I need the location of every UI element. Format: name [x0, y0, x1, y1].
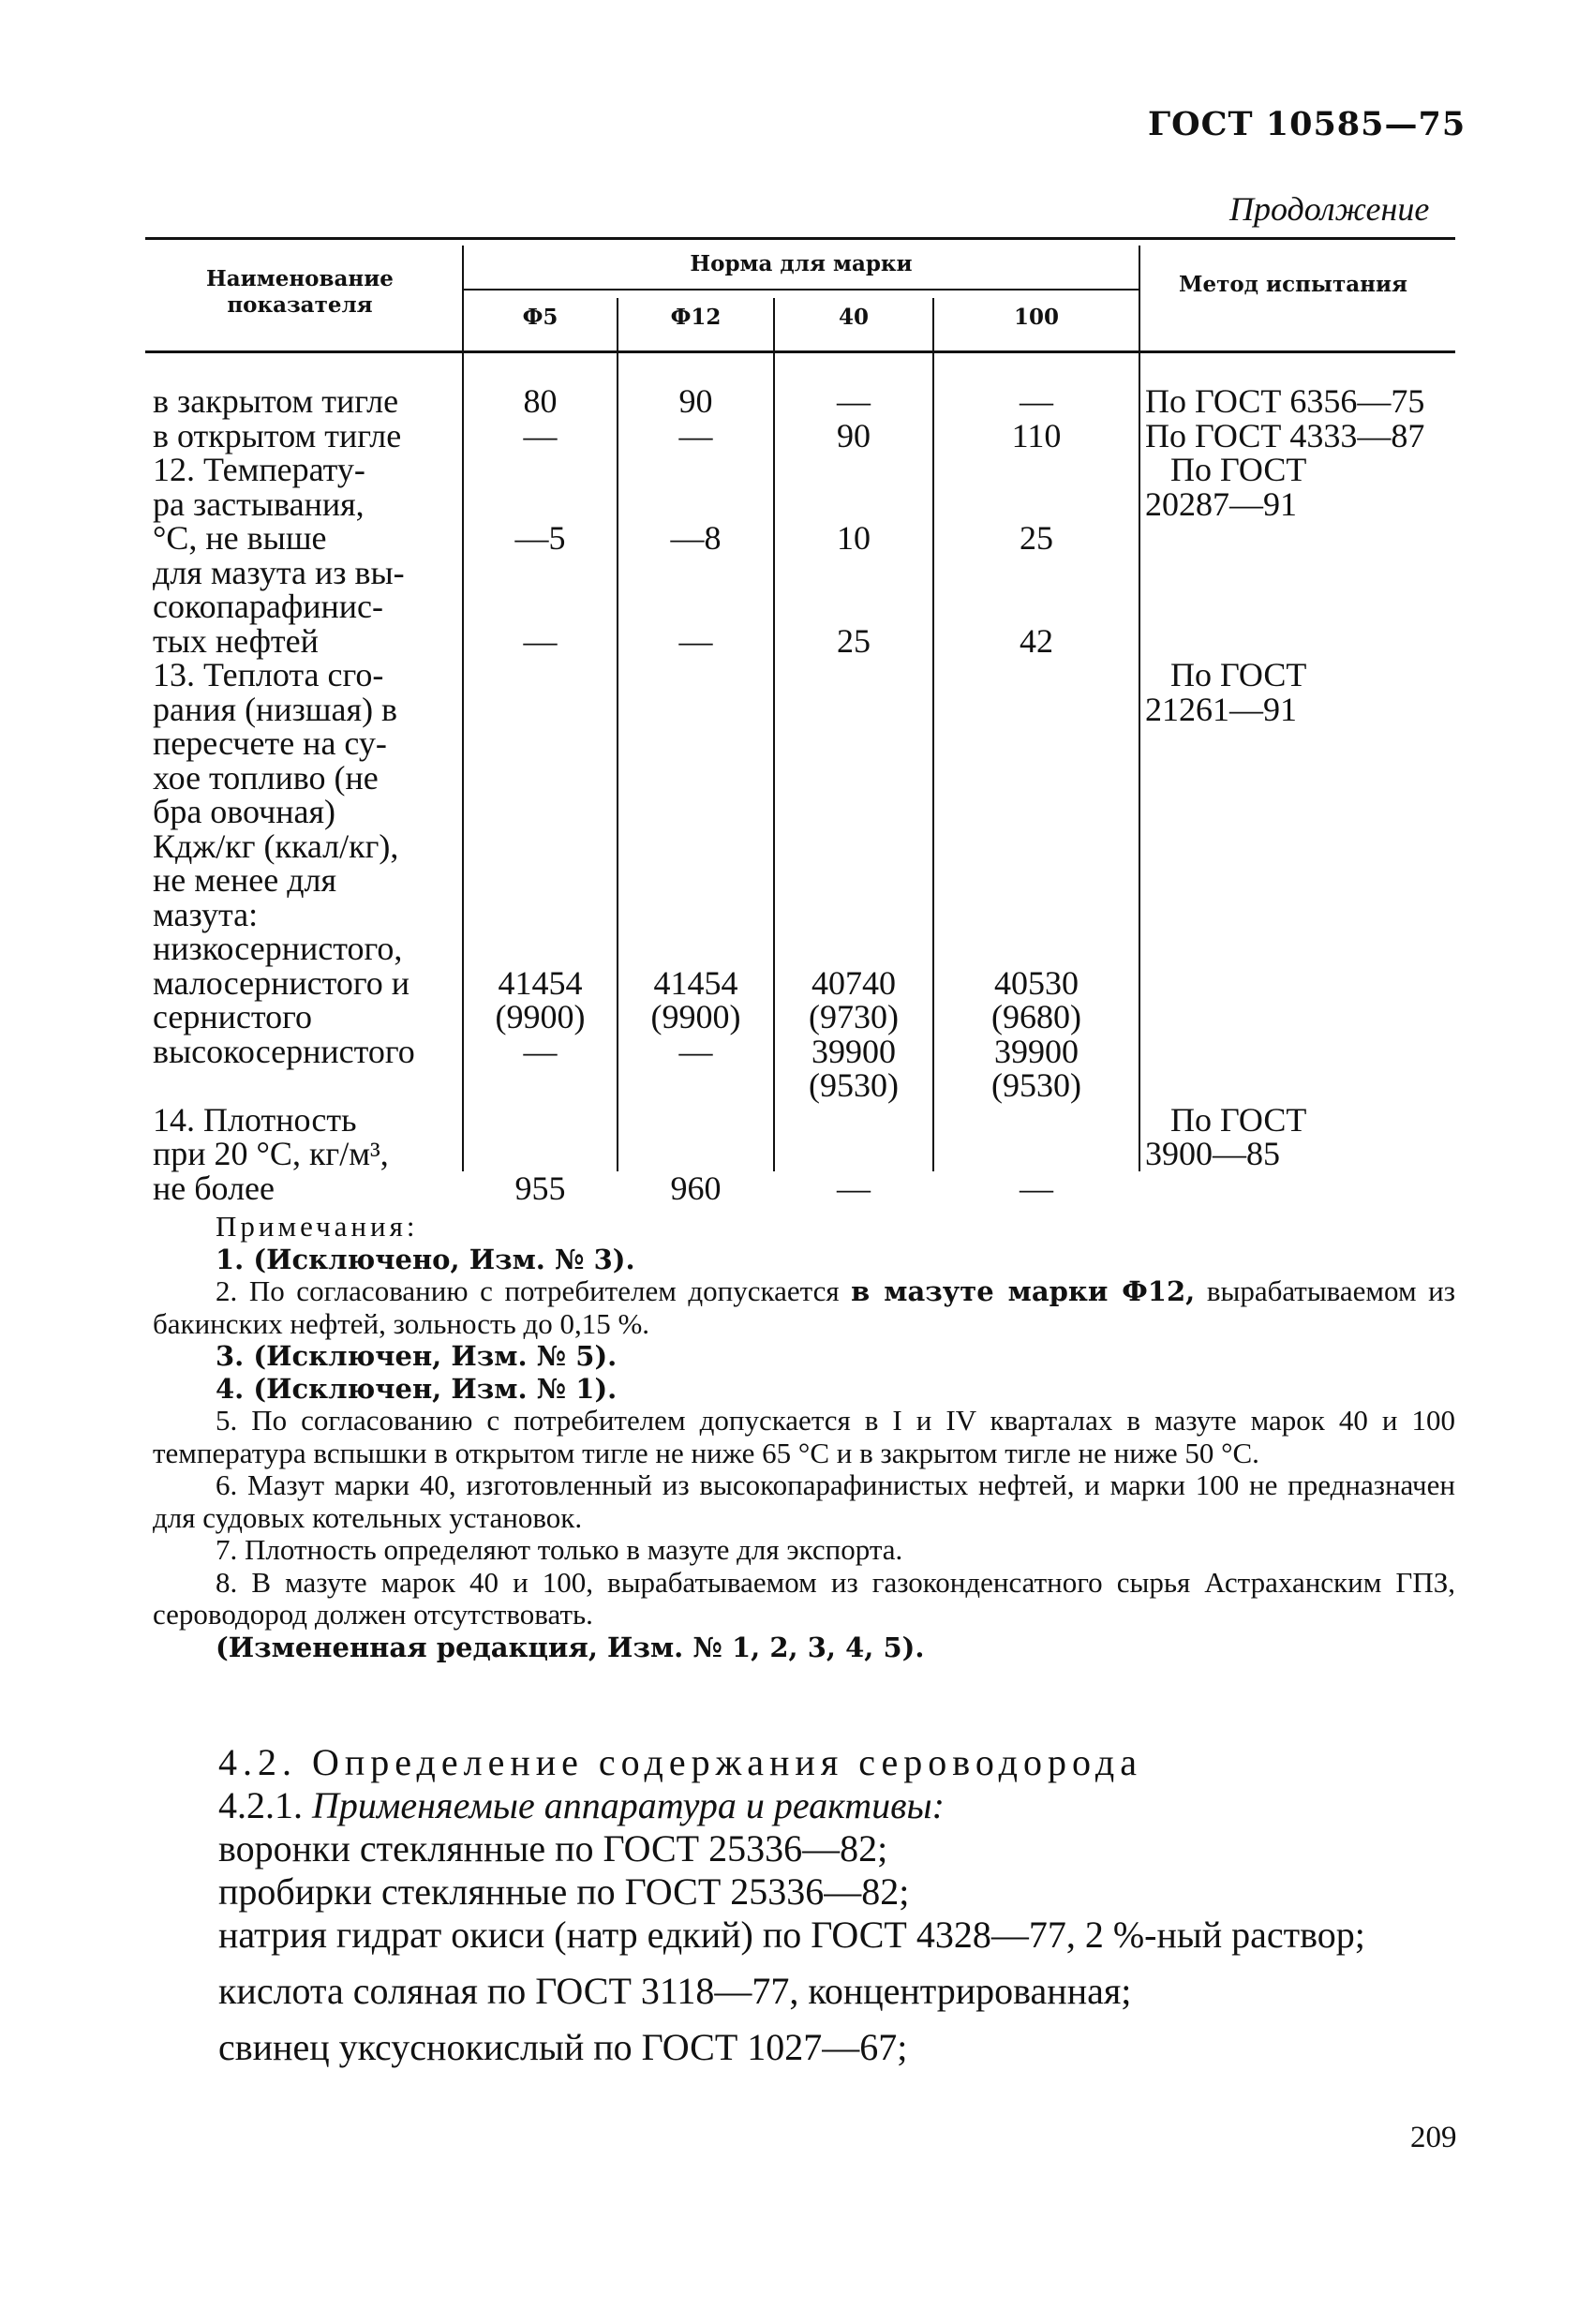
note-6: 6. Мазут марки 40, изготовленный из высокопарафинистых нефтей, и марки 100 не предназначен для судовых котельных установок.	[153, 1468, 1455, 1534]
item-lead-acetate: свинец уксуснокислый по ГОСТ 1027—67;	[218, 2026, 908, 2068]
indicator-column: в закрытом тигле в открытом тигле 12. Температу- ра застывания, °С, не выше для мазута из вы- сокопарафинис- тых нефтей 13. Теплота сго- рания (низшая) в пересчете на су- хое топливо (не бра овочная) Кдж/кг (ккал/кг), не менее для мазута: низкосернистого, малосернистого и сернистого высокосернистого 14. Плотность при 20 °С, кг/м³, не более	[153, 382, 415, 1207]
header-norm-group: Норма для марки	[690, 251, 913, 276]
note-8: 8. В мазуте марок 40 и 100, вырабатываемом из газоконденсатного сырья Астраханским ГПЗ, сероводород должен отсутствовать.	[153, 1565, 1455, 1631]
note-2-part-a: 2. По согласованию с потребителем допускается	[216, 1274, 852, 1307]
section-4-2	[153, 1741, 1465, 2069]
test-method-column: По ГОСТ 6356—75 По ГОСТ 4333—87 По ГОСТ 20287—91 По ГОСТ 21261—91 По ГОСТ 3900—85	[1145, 382, 1425, 1172]
continuation-label: Продолжение	[1229, 190, 1430, 228]
note-5: 5. По согласованию с потребителем допускается в I и IV кварталах в мазуте марок 40 и 100 температура вспышки в открытом тигле не ниже 65 °С и в закрытом тигле не ниже 50 °С.	[153, 1404, 1455, 1469]
section-4-2-1-number: 4.2.1.	[218, 1784, 312, 1826]
notes-block	[153, 1211, 1455, 1663]
grade-100-column: — 110 25 42 40530 (9680) 39900 (9530) —	[991, 382, 1081, 1207]
header-grade-f5: Ф5	[522, 305, 558, 330]
header-grade-40: 40	[838, 305, 869, 330]
section-4-2-title: 4.2. Определение содержания сероводорода	[218, 1741, 1142, 1783]
note-2	[153, 1275, 1455, 1340]
norm-group-rule	[462, 289, 1139, 290]
section-4-2-1-title	[153, 1784, 1465, 1827]
page-number: 209	[1410, 2121, 1457, 2154]
header-test-method: Метод испытания	[1178, 272, 1407, 297]
grade-40-column: — 90 10 25 40740 (9730) 39900 (9530) —	[809, 382, 899, 1207]
section-4-2-1-heading: Применяемые аппаратура и реактивы:	[312, 1784, 945, 1826]
note-7: 7. Плотность определяют только в мазуте для экспорта.	[216, 1533, 903, 1566]
notes-title: Примечания:	[216, 1210, 419, 1243]
note-3: 3. (Исключен, Изм. № 5).	[216, 1340, 618, 1372]
header-grade-f12: Ф12	[670, 305, 722, 330]
item-test-tubes: пробирки стеклянные по ГОСТ 25336—82;	[218, 1870, 910, 1913]
grade-f5-column: 80 — —5 — 41454 (9900) — 955	[495, 382, 586, 1207]
table-header-bottom-rule	[145, 350, 1455, 353]
note-2-bold: в мазуте марки Ф12,	[851, 1275, 1196, 1307]
table-top-rule	[145, 237, 1455, 240]
note-1: 1. (Исключено, Изм. № 3).	[216, 1243, 635, 1275]
col-divider-5	[1139, 246, 1140, 1171]
note-2-part-c: вырабатываемом из бакинских нефтей, зольность до 0,15 %.	[153, 1274, 1455, 1340]
note-4: 4. (Исключен, Изм. № 1).	[216, 1372, 618, 1405]
grade-f12-column: 90 — —8 — 41454 (9900) — 960	[650, 382, 741, 1207]
item-sodium-hydroxide: натрия гидрат окиси (натр едкий) по ГОСТ 4328—77, 2 %-ный раствор;	[218, 1914, 1365, 1956]
item-funnels: воронки стеклянные по ГОСТ 25336—82;	[218, 1827, 888, 1870]
header-grade-100: 100	[1013, 305, 1059, 330]
edited-note: (Измененная редакция, Изм. № 1, 2, 3, 4, 5).	[216, 1631, 925, 1663]
standard-number: ГОСТ 10585—75	[1148, 105, 1466, 143]
header-indicator-name: Наименование показателя	[206, 266, 394, 318]
item-hydrochloric-acid: кислота соляная по ГОСТ 3118—77, концентрированная;	[218, 1970, 1132, 2012]
